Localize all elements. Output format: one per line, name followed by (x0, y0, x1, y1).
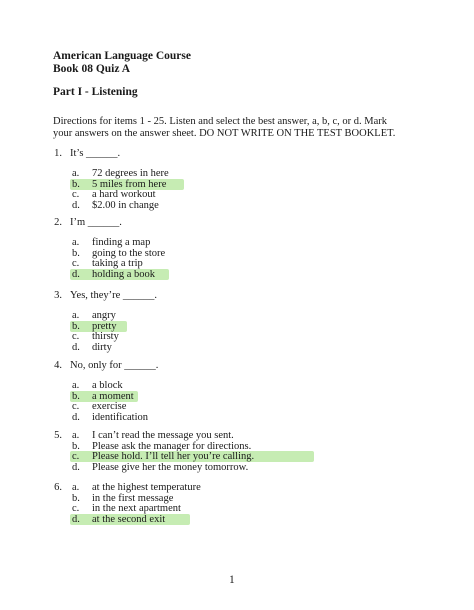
page-number: 1 (229, 574, 235, 586)
question-number: 6. (54, 482, 62, 493)
option-text: exercise (92, 401, 127, 413)
option-letter: c. (72, 189, 80, 201)
option-letter: a. (72, 168, 80, 179)
answer-option (70, 179, 184, 190)
question-number: 3. (54, 290, 62, 301)
option-letter: d. (72, 341, 80, 353)
option-text: finding a map (92, 237, 151, 248)
question-number: 4. (54, 360, 62, 371)
option-letter: b. (72, 492, 80, 504)
option-letter: c. (72, 258, 80, 270)
option-letter: a. (72, 430, 80, 441)
option-letter: b. (72, 178, 80, 190)
option-letter: c. (72, 451, 80, 463)
highlighted-option-text: pretty (92, 320, 117, 332)
directions-line-2: your answers on the answer sheet. DO NOT WRITE ON THE TEST BOOKLET. (53, 128, 396, 139)
option-text: at the highest temperature (92, 482, 201, 493)
option-text: Please give her the money tomorrow. (92, 461, 249, 473)
option-letter: a. (72, 237, 80, 248)
option-letter: d. (72, 513, 80, 525)
option-text: Please ask the manager for directions. (92, 440, 252, 452)
option-letter: b. (72, 320, 80, 332)
quiz-title: Book 08 Quiz A (53, 63, 131, 75)
option-text: in the next apartment (92, 503, 181, 515)
option-letter: d. (72, 411, 80, 423)
question-prompt: No, only for ______. (70, 360, 159, 371)
question-number: 2. (54, 217, 62, 228)
question-prompt: I’m ______. (70, 217, 122, 228)
answer-option (70, 391, 138, 402)
option-text: angry (92, 310, 116, 321)
option-text: dirty (92, 341, 112, 353)
option-text: in the first message (92, 492, 174, 504)
option-letter: b. (72, 247, 80, 259)
option-text: a hard workout (92, 189, 156, 201)
answer-option (70, 269, 169, 280)
option-text: a block (92, 380, 123, 391)
option-text: taking a trip (92, 258, 143, 270)
option-text: 72 degrees in here (92, 168, 169, 179)
option-text: identification (92, 411, 148, 423)
question-prompt: It’s ______. (70, 148, 121, 159)
highlighted-option-text: at the second exit (92, 513, 166, 525)
answer-option (70, 451, 314, 462)
option-letter: d. (72, 461, 80, 473)
option-text: going to the store (92, 247, 166, 259)
option-letter: b. (72, 390, 80, 402)
highlighted-option-text: Please hold. I’ll tell her you’re calling. (92, 451, 255, 463)
option-text: thirsty (92, 331, 119, 343)
option-letter: b. (72, 440, 80, 452)
highlighted-option-text: holding a book (92, 268, 155, 280)
option-letter: a. (72, 380, 80, 391)
directions-line-1: Directions for items 1 - 25. Listen and select the best answer, a, b, c, or d. Mark (53, 116, 388, 127)
course-title: American Language Course (53, 50, 191, 62)
option-letter: c. (72, 503, 80, 515)
section-heading: Part I - Listening (53, 86, 138, 98)
option-text: $2.00 in change (92, 199, 159, 211)
option-letter: c. (72, 331, 80, 343)
question-prompt: Yes, they’re ______. (70, 290, 158, 301)
question-number: 1. (54, 148, 62, 159)
option-letter: d. (72, 199, 80, 211)
option-letter: c. (72, 401, 80, 413)
answer-option (70, 514, 190, 525)
option-letter: d. (72, 268, 80, 280)
answer-option (70, 321, 127, 332)
highlighted-option-text: 5 miles from here (92, 178, 167, 190)
option-letter: a. (72, 482, 80, 493)
highlighted-option-text: a moment (92, 390, 134, 402)
option-text: I can’t read the message you sent. (92, 430, 234, 441)
question-number: 5. (54, 430, 62, 441)
option-letter: a. (72, 310, 80, 321)
